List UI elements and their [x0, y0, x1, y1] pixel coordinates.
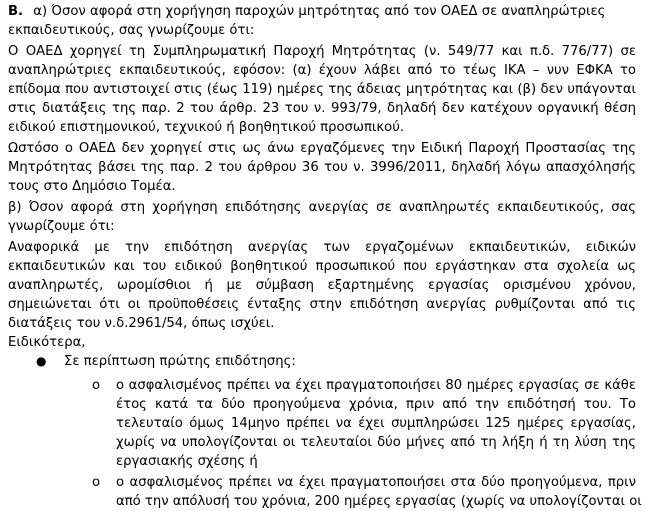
section-a-line-1: α) Όσον αφορά στη χορήγηση παροχών μητρότητας από τον ΟΑΕΔ σε αναπληρώτριες	[33, 4, 606, 19]
sub-item-line: έτος κατά τα δύο προηγούμενα χρόνια, πριν από την επιδότησή του. Το	[116, 397, 636, 412]
sub-item	[0, 376, 646, 395]
more-specifically-label: Ειδικότερα,	[8, 335, 86, 350]
sub-item-line: χωρίς να υπολογίζονται οι τελευταίοι δύο μήνες από τη λήξη ή τη λύση της	[116, 435, 636, 450]
paragraph-line: αναπληρώτριες εκπαιδευτικούς, εφόσον: (α) έχουν λάβει από το τέως ΙΚΑ – νυν ΕΦΚΑ το	[8, 63, 636, 78]
bullet-item	[0, 352, 646, 371]
paragraph-line: αναπληρωτές, ωρομίσθιοι ή με σύμβαση εξαρτημένης εργασίας ορισμένου χρόνου,	[8, 278, 636, 293]
sub-item-line: τελευταίο όμως 14μηνο πρέπει να έχει συμπληρώσει 125 ημέρες εργασίας,	[116, 416, 636, 431]
sub-item-line: εργασιακής σχέσης ή	[116, 454, 258, 469]
section-a-heading	[8, 2, 636, 21]
section-a-line-2: εκπαιδευτικούς, σας γνωρίζουμε ότι:	[8, 23, 255, 38]
paragraph-line: ειδικού επιστημονικού, τεχνικού ή βοηθητικού προσωπικού.	[8, 120, 405, 135]
paragraph-line: διατάξεις του ν.δ.2961/54, όπως ισχύει.	[8, 316, 275, 331]
section-label: Β.	[8, 4, 24, 19]
bullet-text: Σε περίπτωση πρώτης επιδότησης:	[64, 354, 296, 369]
paragraph-line: επίδομα που αντιστοιχεί στις (έως 119) ημέρες της άδειας μητρότητας και (β) δεν υπάγονται	[8, 82, 636, 97]
paragraph-line: Ο ΟΑΕΔ χορηγεί τη Συμπληρωματική Παροχή Μητρότητας (ν. 549/77 και π.δ. 776/77) σε	[8, 44, 636, 59]
sub-bullet-icon: o	[92, 378, 101, 393]
sub-item-line: από την απόλυσή του χρόνια, 200 ημέρες εργασίας (χωρίς να υπολογίζονται οι	[116, 494, 642, 509]
section-b-line-1: β) Όσον αφορά στη χορήγηση επιδότησης ανεργίας σε αναπληρωτές εκπαιδευτικούς, σας	[8, 200, 636, 215]
paragraph-line: σημειώνεται ότι οι προϋποθέσεις ένταξης στην επιδότηση ανεργίας ρυθμίζονται από τις	[8, 297, 636, 312]
paragraph-line: στις διατάξεις της παρ. 2 του άρθρ. 23 του ν. 993/79, δηλαδή δεν κατέχουν οργανική θέση	[8, 101, 636, 116]
sub-item	[0, 473, 646, 492]
paragraph-line: Αναφορικά με την επιδότηση ανεργίας των εργαζομένων εκπαιδευτικών, ειδικών	[8, 240, 636, 255]
bullet-icon: ●	[36, 354, 47, 368]
sub-item-line: ο ασφαλισμένος πρέπει να έχει πραγματοποιήσει στα δύο προηγούμενα, πριν	[116, 475, 636, 490]
sub-bullet-icon: o	[92, 475, 101, 490]
paragraph-line: εκπαιδευτικών και του ειδικού βοηθητικού προσωπικού που εργάστηκαν στα σχολεία ως	[8, 259, 636, 274]
paragraph-line: Μητρότητας βάσει της παρ. 2 του άρθρου 36 του ν. 3996/2011, δηλαδή λόγω απασχόλησής	[8, 160, 636, 175]
paragraph-line: τους στο Δημόσιο Τομέα.	[8, 179, 176, 194]
section-b-line-2: γνωρίζουμε ότι:	[8, 219, 115, 234]
paragraph-line: Ωστόσο ο ΟΑΕΔ δεν χορηγεί στις ως άνω εργαζόμενες την Ειδική Παροχή Προστασίας της	[8, 141, 636, 156]
sub-item-line: ο ασφαλισμένος πρέπει να έχει πραγματοποιήσει 80 ημέρες εργασίας σε κάθε	[116, 378, 636, 393]
